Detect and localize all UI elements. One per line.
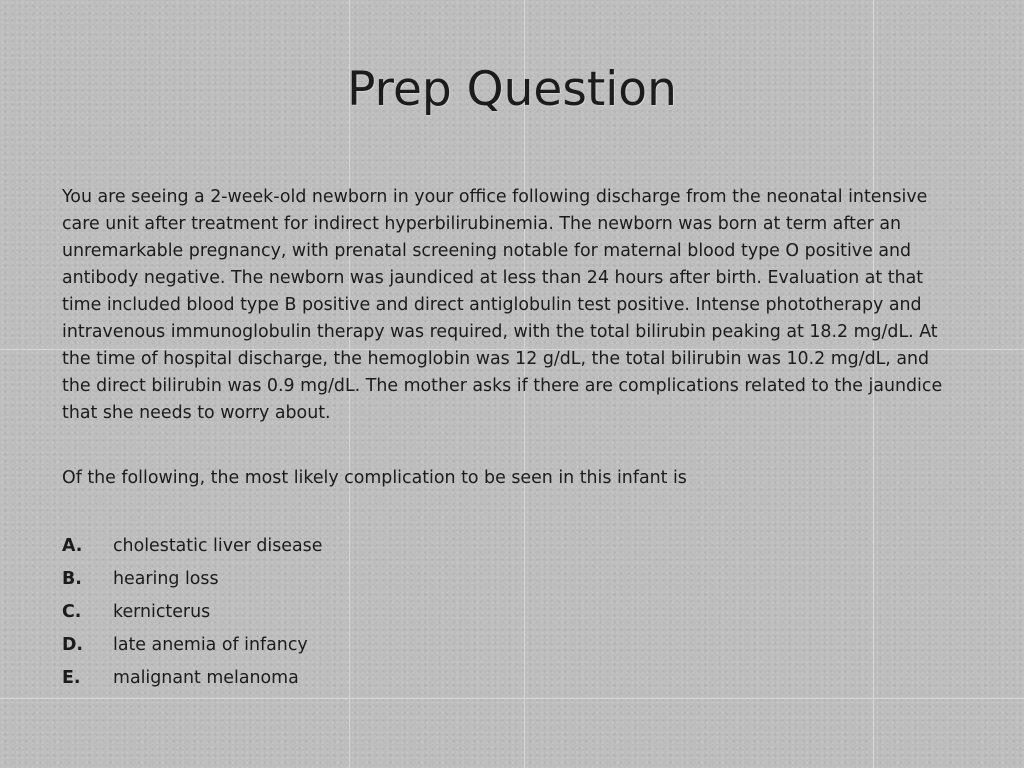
grid-line [0, 698, 1024, 699]
slide-title: Prep Question [347, 62, 677, 117]
answer-option-a [62, 530, 962, 563]
question-lead-in: Of the following, the most likely complication to be seen in this infant is [62, 468, 687, 488]
answer-options [62, 530, 962, 695]
option-text: late anemia of infancy [113, 635, 308, 655]
answer-option-d [62, 629, 962, 662]
question-stem: You are seeing a 2-week-old newborn in your office following discharge from the neonatal intensive care unit after treatment for indirect hyperbilirubinemia. The newborn was born at term after an unremarkable pregnancy, with prenatal screening notable for maternal blood type O positive and antibody negative. The newborn was jaundiced at less than 24 hours after birth. Evaluation at that time included blood type B positive and direct antiglobulin test positive. Intense phototherapy and intravenous immunoglobulin therapy was required, with the total bilirubin peaking at 18.2 mg/dL. At the time of hospital discharge, the hemoglobin was 12 g/dL, the total bilirubin was 10.2 mg/dL, and the direct bilirubin was 0.9 mg/dL. The mother asks if there are complications related to the jaundice that she needs to worry about. [62, 187, 943, 423]
answer-option-c [62, 596, 962, 629]
option-text: malignant melanoma [113, 668, 299, 688]
option-letter: E. [62, 668, 81, 688]
option-text: cholestatic liver disease [113, 536, 323, 556]
option-letter: C. [62, 602, 82, 622]
option-text: kernicterus [113, 602, 211, 622]
option-letter: B. [62, 569, 82, 589]
answer-option-e [62, 662, 962, 695]
option-letter: D. [62, 635, 84, 655]
question-body [62, 184, 962, 695]
answer-option-b [62, 563, 962, 596]
option-letter: A. [62, 536, 83, 556]
option-text: hearing loss [113, 569, 219, 589]
